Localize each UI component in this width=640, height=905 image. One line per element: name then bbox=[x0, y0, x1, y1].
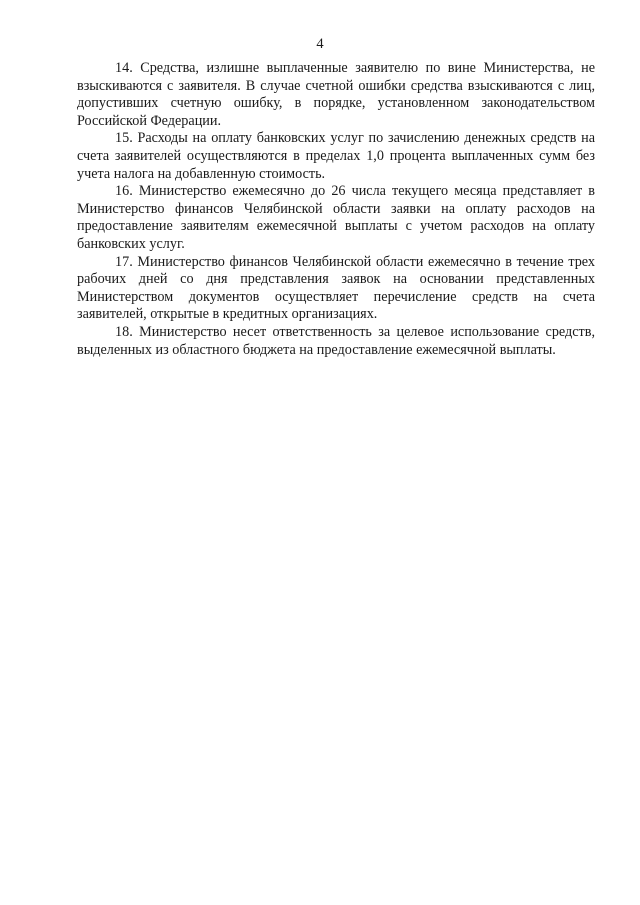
paragraph-17: 17. Министерство финансов Челябинской области ежемесячно в течение трех рабочих дней со дня представления заявок на основании представленных Министерством документов осуществляет перечисление средств на счета заявителей, открытые в кредитных организациях. bbox=[77, 253, 595, 323]
paragraph-18: 18. Министерство несет ответственность за целевое использование средств, выделенных из областного бюджета на предоставление ежемесячной выплаты. bbox=[77, 323, 595, 358]
paragraph-16: 16. Министерство ежемесячно до 26 числа текущего месяца представляет в Министерство финансов Челябинской области заявки на оплату расходов на предоставление заявителям ежемесячной выплаты с учетом расходов на оплату банковских услуг. bbox=[77, 183, 595, 252]
page-number: 4 bbox=[316, 36, 324, 52]
paragraph-14: 14. Средства, излишне выплаченные заявителю по вине Министерства, не взыскиваются с заявителя. В случае счетной ошибки средства взыскиваются с лиц, допустивших счетную ошибку, в порядке, установленном законодательством Российской Федерации. bbox=[77, 60, 595, 129]
paragraph-15: 15. Расходы на оплату банковских услуг по зачислению денежных средств на счета заявителей осуществляются в пределах 1,0 процента выплаченных сумм без учета налога на добавленную стоимость. bbox=[77, 130, 595, 182]
document-body bbox=[77, 60, 595, 359]
